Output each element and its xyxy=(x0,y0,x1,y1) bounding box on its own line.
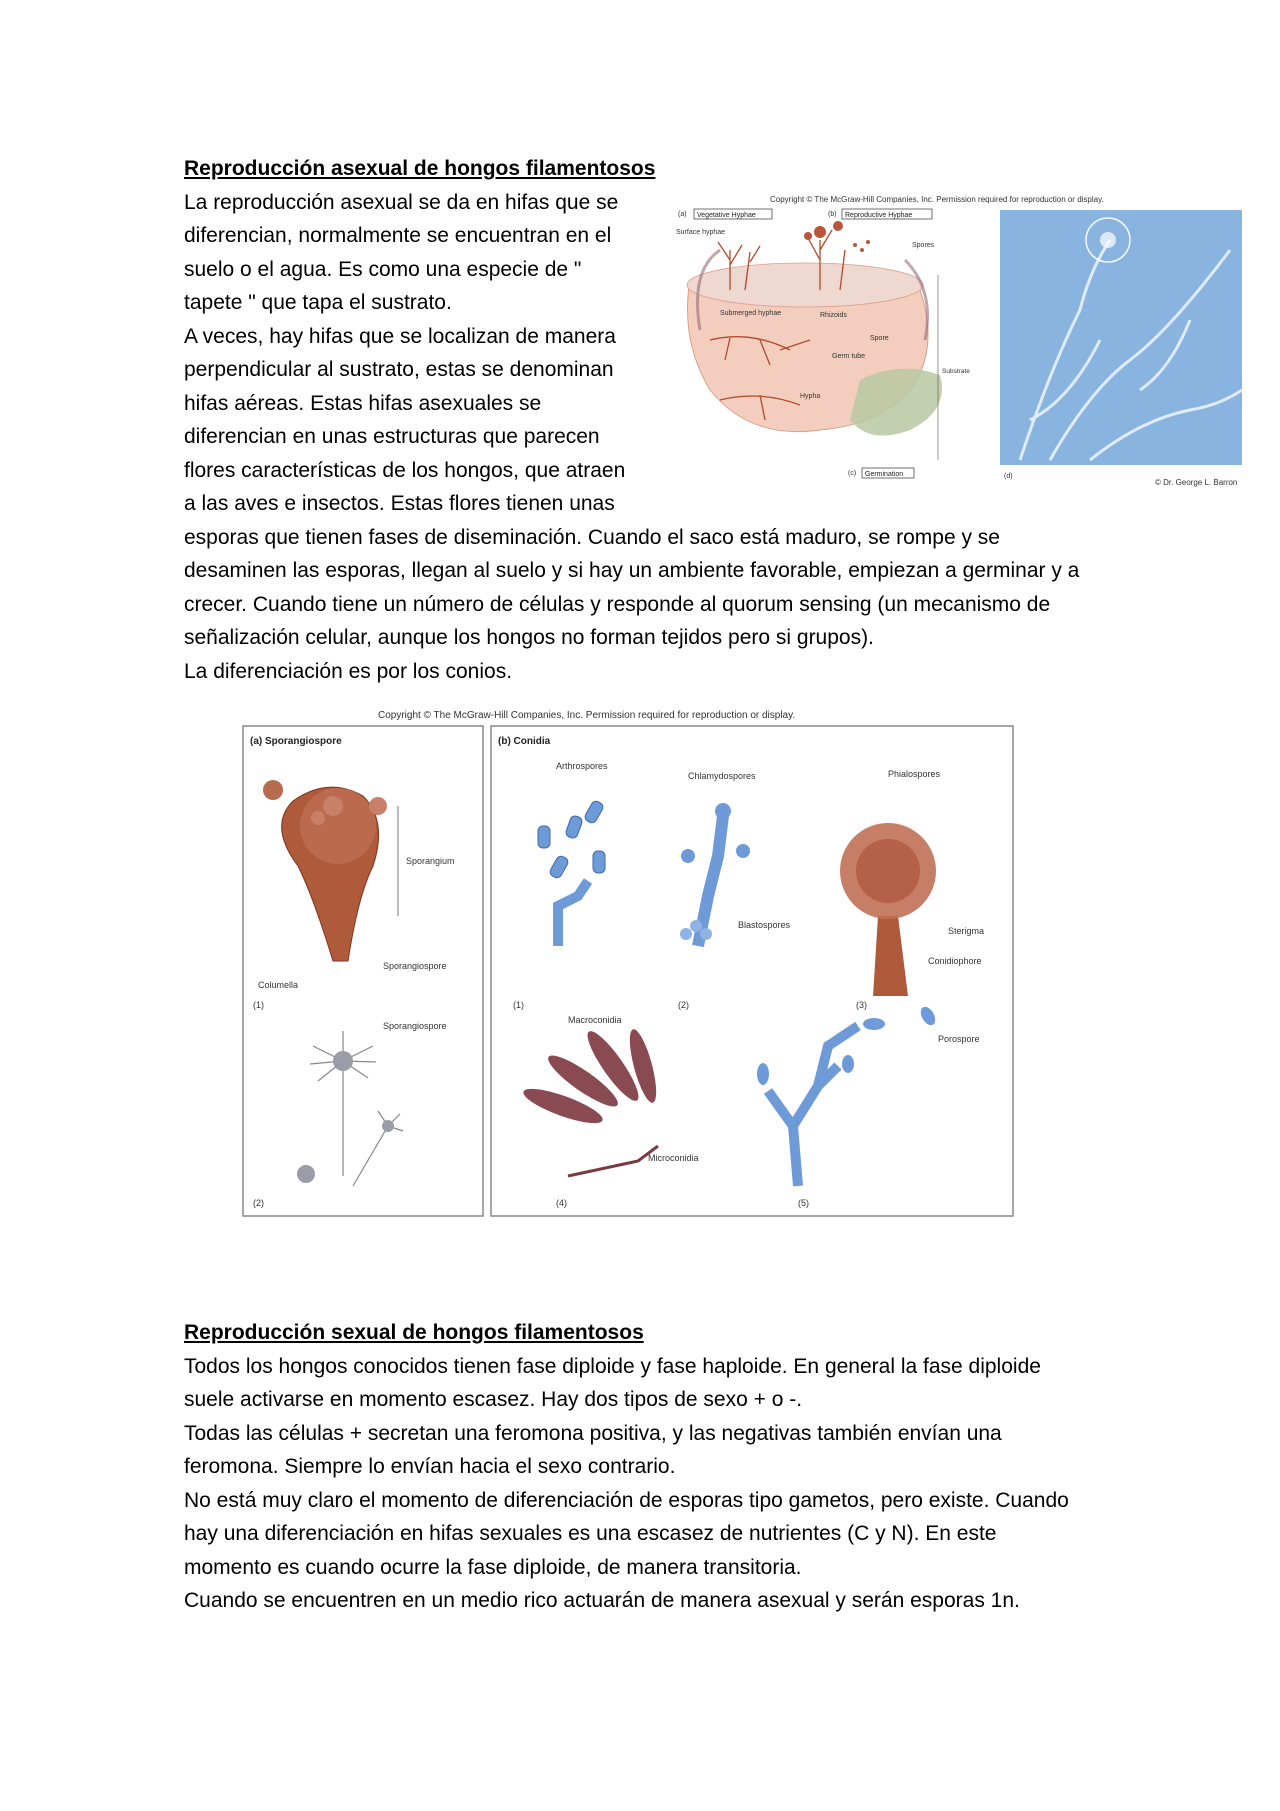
text-line: tapete " que tapa el sustrato. xyxy=(184,291,452,314)
columella-label: Columella xyxy=(258,980,299,990)
figure1-copyright: Copyright © The McGraw-Hill Companies, Inc. Permission required for reproduction or display. xyxy=(770,195,1104,204)
text-line: hifas aéreas. Estas hifas asexuales se xyxy=(184,391,542,415)
text-line: La diferenciación es por los conios. xyxy=(184,659,513,683)
text-line: Todas las células + secretan una feromona positiva, y las negativas también envían una xyxy=(184,1421,1002,1445)
text-line: suelo o el agua. Es como una especie de " xyxy=(184,257,582,281)
number-b2: (2) xyxy=(678,1000,689,1010)
hyphae-figure xyxy=(670,190,1250,500)
germ-tube-label: Germ tube xyxy=(832,353,866,360)
sterigma-label: Sterigma xyxy=(948,926,985,936)
macroconidia-label: Macroconidia xyxy=(568,1015,622,1025)
rhizoids-label: Rhizoids xyxy=(820,312,847,319)
asexual-heading: Reproducción asexual de hongos filamentosos xyxy=(184,157,656,180)
photo-credit: © Dr. George L. Barron xyxy=(1155,478,1238,487)
number-a1: (1) xyxy=(253,1000,264,1010)
text-line: No está muy claro el momento de diferenciación de esporas tipo gametos, pero existe. Cuando xyxy=(184,1488,1069,1512)
spore-label: Spore xyxy=(870,335,889,342)
spores-label: Spores xyxy=(912,242,935,249)
text-line: crecer. Cuando tiene un número de células y responde al quorum sensing (un mecanismo de xyxy=(184,592,1051,616)
phialospores-illustration xyxy=(840,823,936,996)
text-line: desaminen las esporas, llegan al suelo y si hay un ambiente favorable, empiezan a germinar y a xyxy=(184,559,1080,582)
hypha-label: Hypha xyxy=(800,393,821,400)
sexual-section xyxy=(184,1316,1104,1618)
chlamydospores-label: Chlamydospores xyxy=(688,771,756,781)
panel-b-title: (b) Conidia xyxy=(498,736,551,747)
sporangiospore-illustration xyxy=(310,1031,403,1186)
text-line: diferencian, normalmente se encuentran en el xyxy=(184,224,612,247)
label-a: (a) xyxy=(678,211,687,218)
number-b1: (1) xyxy=(513,1000,524,1010)
number-b3: (3) xyxy=(856,1000,867,1010)
vegetative-hyphae-label: Vegetative Hyphae xyxy=(697,212,756,219)
fungus-photo xyxy=(1000,210,1242,465)
arthrospores-label: Arthrospores xyxy=(556,761,608,771)
macroconidia-illustration xyxy=(520,1026,661,1176)
submerged-hyphae-label: Submerged hyphae xyxy=(720,310,782,317)
porospore-illustration xyxy=(757,1004,938,1186)
text-line: esporas que tienen fases de diseminación. Cuando el saco está maduro, se rompe y se xyxy=(184,525,1000,549)
spore-types-diagram xyxy=(238,706,1018,1226)
asexual-intro-text xyxy=(184,186,644,521)
conidiophore-label: Conidiophore xyxy=(928,956,982,966)
arthrospores-illustration xyxy=(538,799,605,946)
text-line: flores características de los hongos, que atraen xyxy=(184,458,626,482)
sporangiospore-label-2: Sporangiospore xyxy=(383,1021,447,1031)
number-b4: (4) xyxy=(556,1198,567,1208)
sporangium-label: Sporangium xyxy=(406,856,455,866)
text-line: suele activarse en momento escasez. Hay dos tipos de sexo + o -. xyxy=(184,1388,803,1411)
text-line: Todos los hongos conocidos tienen fase diploide y fase haploide. En general la fase diploide xyxy=(184,1354,1041,1378)
surface-hyphae-label: Surface hyphae xyxy=(676,229,726,236)
number-a2: (2) xyxy=(253,1198,264,1208)
phialospores-label: Phialospores xyxy=(888,769,941,779)
hyphae-diagram xyxy=(670,190,1250,500)
number-b5: (5) xyxy=(798,1198,809,1208)
spore-types-figure xyxy=(238,706,1018,1226)
text-line: hay una diferenciación en hifas sexuales es una escasez de nutrientes (C y N). En este xyxy=(184,1522,997,1545)
text-line: diferencian en unas estructuras que parecen xyxy=(184,425,600,448)
sporangium-illustration xyxy=(263,780,387,961)
text-line: a las aves e insectos. Estas flores tienen unas xyxy=(184,492,615,515)
text-line: A veces, hay hifas que se localizan de manera xyxy=(184,324,616,348)
germination-label: Germination xyxy=(865,471,904,478)
text-line: momento es cuando ocurre la fase diploide, de manera transitoria. xyxy=(184,1555,802,1579)
text-line: feromona. Siempre lo envían hacia el sexo contrario. xyxy=(184,1455,676,1478)
text-line: Cuando se encuentren en un medio rico actuarán de manera asexual y serán esporas 1n. xyxy=(184,1589,1020,1612)
text-line: La reproducción asexual se da en hifas que se xyxy=(184,190,619,214)
substrate-label: Substrate xyxy=(942,368,970,375)
figure2-copyright: Copyright © The McGraw-Hill Companies, Inc. Permission required for reproduction or display. xyxy=(378,710,796,721)
sporangiospore-label-1: Sporangiospore xyxy=(383,961,447,971)
blastospores-label: Blastospores xyxy=(738,920,791,930)
reproductive-hyphae-label: Reproductive Hyphae xyxy=(845,212,913,219)
label-b: (b) xyxy=(828,211,837,218)
porospore-label: Porospore xyxy=(938,1034,980,1044)
sexual-heading: Reproducción sexual de hongos filamentosos xyxy=(184,1321,644,1344)
text-line: perpendicular al sustrato, estas se denominan xyxy=(184,358,614,381)
panel-a-title: (a) Sporangiospore xyxy=(250,736,342,747)
label-c: (c) xyxy=(848,470,857,477)
label-d: (d) xyxy=(1004,473,1013,480)
text-line: señalización celular, aunque los hongos no forman tejidos pero si grupos). xyxy=(184,626,874,649)
microconidia-label: Microconidia xyxy=(648,1153,699,1163)
